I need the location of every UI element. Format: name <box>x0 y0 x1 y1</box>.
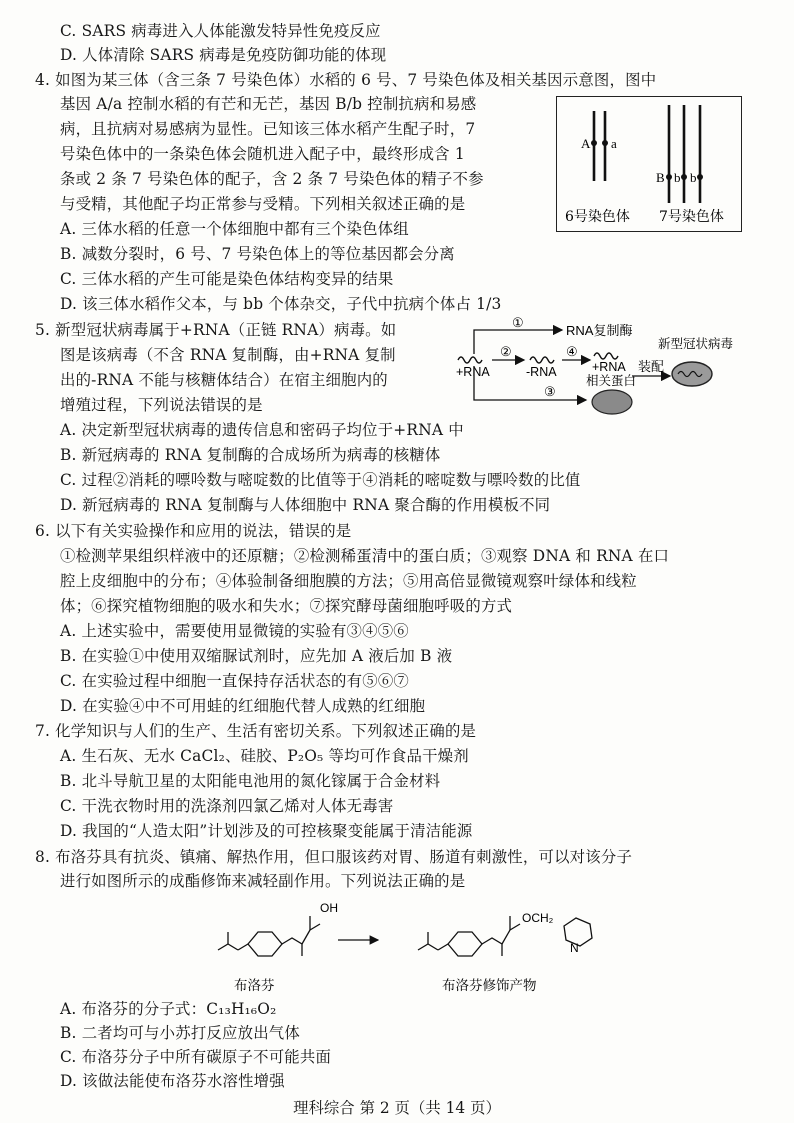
question-4-option-d: D. 该三体水稻作父本，与 bb 个体杂交，子代中抗病个体占 1/3 <box>60 295 502 313</box>
gene-locus-a <box>602 140 608 146</box>
question-8-stem: 进行如图所示的成酯修饰来减轻副作用。下列说法正确的是 <box>60 872 466 890</box>
gene-locus-A <box>591 140 597 146</box>
question-5-stem: 5. 新型冠状病毒属于+RNA（正链 RNA）病毒。如 <box>35 321 397 339</box>
question-4-option-c: C. 三体水稻的产生可能是染色体结构变异的结果 <box>60 270 394 288</box>
question-4-option-b: B. 减数分裂时，6 号、7 号染色体上的等位基因都会分离 <box>60 245 455 263</box>
question-5-option-d: D. 新冠病毒的 RNA 复制酶与人体细胞中 RNA 聚合酶的作用模板不同 <box>60 496 551 514</box>
gene-label-b: b <box>690 170 697 185</box>
question-6-stem: ①检测苹果组织样液中的还原糖；②检测稀蛋清中的蛋白质；③观察 DNA 和 RNA 在口 <box>60 547 670 565</box>
question-4-option-a: A. 三体水稻的任意一个体细胞中都有三个染色体组 <box>60 220 409 238</box>
question-8-option-a: A. 布洛芬的分子式：C₁₃H₁₆O₂ <box>60 1000 277 1018</box>
ibuprofen-name: 布洛芬 <box>234 978 275 994</box>
ibuprofen-molecule <box>218 916 320 956</box>
option-text: D. 人体清除 SARS 病毒是免疫防御功能的体现 <box>60 46 387 64</box>
question-4-stem: 基因 A/a 控制水稻的有芒和无芒，基因 B/b 控制抗病和易感 <box>60 95 477 113</box>
question-4-stem: 4. 如图为某三体（含三条 7 号染色体）水稻的 6 号、7 号染色体及相关基因示意图，图中 <box>35 71 657 89</box>
question-7-stem: 7. 化学知识与人们的生产、生活有密切关系。下列叙述正确的是 <box>35 722 477 740</box>
assembly-label: 装配 <box>638 360 665 375</box>
question-4-stem: 与受精，其他配子均正常参与受精。下列相关叙述正确的是 <box>60 195 466 213</box>
question-5-option-a: A. 决定新型冠状病毒的遗传信息和密码子均位于+RNA 中 <box>60 421 464 439</box>
question-5-stem: 出的-RNA 不能与核糖体结合）在宿主细胞内的 <box>60 371 388 389</box>
question-7-option-a: A. 生石灰、无水 CaCl₂、硅胶、P₂O₅ 等均可作食品干燥剂 <box>60 747 469 765</box>
question-5-stem: 图是该病毒（不含 RNA 复制酶，由+RNA 复制 <box>60 346 396 364</box>
gene-label-b: b <box>674 170 681 185</box>
nitrogen-label: N <box>570 941 579 955</box>
minus-rna-strand <box>530 357 554 363</box>
gene-locus-B <box>666 174 672 180</box>
step-2-label: ② <box>500 345 512 360</box>
question-6-option-c: C. 在实验过程中细胞一直保持存活状态的有⑤⑥⑦ <box>60 672 410 690</box>
question-5-option-c: C. 过程②消耗的嘌呤数与嘧啶数的比值等于④消耗的嘧啶数与嘌呤数的比值 <box>60 471 581 489</box>
plus-rna-strand <box>458 357 482 363</box>
question-8-option-d: D. 该做法能使布洛芬水溶性增强 <box>60 1072 285 1090</box>
step-4-label: ④ <box>566 345 578 360</box>
hydroxyl-label: OH <box>320 901 338 915</box>
chromosome-drawing <box>557 97 741 231</box>
minus-rna-label: -RNA <box>526 365 557 379</box>
label-chromosome-6: 6号染色体 <box>565 209 630 225</box>
question-8-option-b: B. 二者均可与小苏打反应放出气体 <box>60 1024 300 1042</box>
question-6-stem: 腔上皮细胞中的分布；④体验制备细胞膜的方法；⑤用高倍显微镜观察叶绿体和线粒 <box>60 572 637 590</box>
question-7-option-c: C. 干洗衣物时用的洗涤剂四氯乙烯对人体无毒害 <box>60 797 394 815</box>
question-6-option-b: B. 在实验①中使用双缩脲试剂时，应先加 A 液后加 B 液 <box>60 647 453 665</box>
step-1-label: ① <box>512 316 524 331</box>
gene-label-B: B <box>656 170 665 185</box>
question-5-option-b: B. 新冠病毒的 RNA 复制酶的合成场所为病毒的核糖体 <box>60 446 441 464</box>
rna-replicase-label: RNA复制酶 <box>566 323 633 338</box>
step-3-label: ③ <box>544 385 556 400</box>
gene-label-A: A <box>581 136 591 151</box>
gene-label-a: a <box>611 136 617 151</box>
option-text: C. SARS 病毒进入人体能激发特异性免疫反应 <box>60 22 381 40</box>
modified-product-molecule <box>418 916 592 956</box>
gene-locus-b2 <box>697 174 703 180</box>
chromosome-figure <box>556 96 742 232</box>
related-protein-label: 相关蛋白 <box>586 373 637 388</box>
virus-replication-figure <box>452 316 770 420</box>
question-6-stem: 6. 以下有关实验操作和应用的说法，错误的是 <box>35 522 352 540</box>
question-4-stem: 条或 2 条 7 号染色体的配子，含 2 条 7 号染色体的精子不参 <box>60 170 484 188</box>
question-6-option-d: D. 在实验④中不可用蛙的红细胞代替人成熟的红细胞 <box>60 697 426 715</box>
question-4-stem: 病，且抗病对易感病为显性。已知该三体水稻产生配子时，7 <box>60 120 476 138</box>
question-8-option-c: C. 布洛芬分子中所有碳原子不可能共面 <box>60 1048 332 1066</box>
page-footer: 理科综合 第 2 页（共 14 页） <box>293 1099 501 1117</box>
label-chromosome-7: 7号染色体 <box>659 209 724 225</box>
virus-label: 新型冠状病毒 <box>658 336 734 351</box>
plus-rna-label-2: +RNA <box>592 360 626 374</box>
question-4-stem: 号染色体中的一条染色体会随机进入配子中，最终形成含 1 <box>60 145 465 163</box>
step-1-arrow <box>474 330 562 354</box>
gene-locus-b1 <box>681 174 687 180</box>
ibuprofen-structure-figure <box>210 892 630 1000</box>
plus-rna-label: +RNA <box>456 365 490 379</box>
question-5-stem: 增殖过程，下列说法错误的是 <box>60 396 263 414</box>
question-7-option-d: D. 我国的“人造太阳”计划涉及的可控核聚变能属于清洁能源 <box>60 822 473 840</box>
protein-blob <box>592 390 632 414</box>
modified-product-name: 布洛芬修饰产物 <box>442 978 537 994</box>
question-8-stem: 8. 布洛芬具有抗炎、镇痛、解热作用，但口服该药对胃、肠道有刺激性，可以对该分子 <box>35 848 633 866</box>
question-6-stem: 体；⑥探究植物细胞的吸水和失水；⑦探究酵母菌细胞呼吸的方式 <box>60 597 513 615</box>
question-7-option-b: B. 北斗导航卫星的太阳能电池用的氮化镓属于合金材料 <box>60 772 441 790</box>
question-6-option-a: A. 上述实验中，需要使用显微镜的实验有③④⑤⑥ <box>60 622 409 640</box>
ester-label: OCH₂ <box>522 911 554 925</box>
plus-rna-strand-2 <box>594 353 618 359</box>
